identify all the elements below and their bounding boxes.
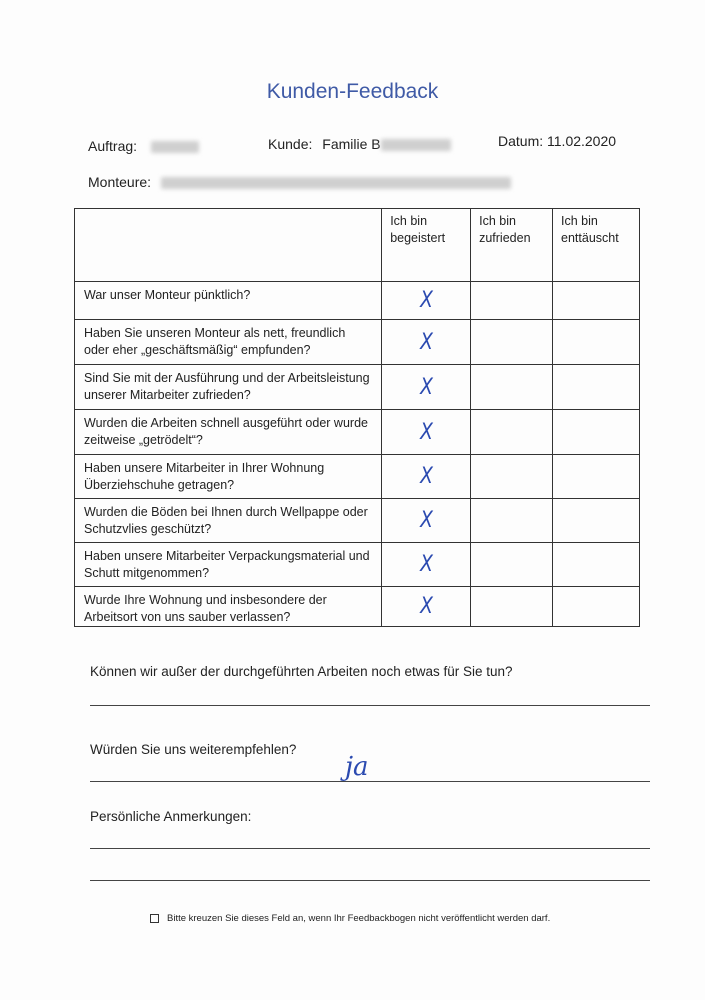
datum-label: Datum:: [498, 133, 544, 149]
question-extra-services: Können wir außer der durchgeführten Arbeiten noch etwas für Sie tun?: [90, 664, 513, 679]
checkbox-cell[interactable]: [471, 320, 553, 365]
checkbox-cell[interactable]: [382, 282, 471, 320]
checkbox-cell[interactable]: [553, 410, 640, 455]
kunde-field: [268, 136, 451, 152]
question-recommend: Würden Sie uns weiterempfehlen?: [90, 742, 297, 757]
handwritten-x-mark: X: [419, 594, 433, 619]
question-text: Wurden die Arbeiten schnell ausgeführt oder wurde zeitweise „getrödelt“?: [75, 410, 382, 455]
question-text: Haben Sie unseren Monteur als nett, freundlich oder eher „geschäftsmäßig“ empfunden?: [75, 320, 382, 365]
handwritten-x-mark: X: [419, 464, 433, 489]
checkbox-cell[interactable]: [471, 365, 553, 410]
question-text: Haben unsere Mitarbeiter in Ihrer Wohnung Überziehschuhe getragen?: [75, 455, 382, 499]
page-title: Kunden-Feedback: [266, 80, 439, 103]
question-remarks: Persönliche Anmerkungen:: [90, 809, 252, 824]
question-text: Haben unsere Mitarbeiter Verpackungsmaterial und Schutt mitgenommen?: [75, 543, 382, 587]
kunde-value: Familie B: [322, 136, 381, 152]
checkbox-cell[interactable]: [382, 365, 471, 410]
checkbox-cell[interactable]: [382, 543, 471, 587]
checkbox-cell[interactable]: [553, 499, 640, 543]
question-text: Wurde Ihre Wohnung und insbesondere der Arbeitsort von uns sauber verlassen?: [75, 587, 382, 627]
table-row: [75, 365, 640, 410]
question-text: Wurden die Böden bei Ihnen durch Wellpappe oder Schutzvlies geschützt?: [75, 499, 382, 543]
checkbox-cell[interactable]: [471, 587, 553, 627]
auftrag-label: Auftrag:: [88, 138, 138, 154]
checkbox-cell[interactable]: [553, 455, 640, 499]
column-header-label: Ich bin begeistert: [390, 214, 446, 245]
column-header: [471, 209, 553, 282]
monteure-field: [88, 174, 511, 190]
checkbox-cell[interactable]: [553, 587, 640, 627]
checkbox-cell[interactable]: [553, 365, 640, 410]
table-row: [75, 320, 640, 365]
handwritten-x-mark: X: [419, 508, 433, 533]
answer-line[interactable]: [90, 705, 650, 706]
column-header: [382, 209, 471, 282]
table-row: [75, 543, 640, 587]
auftrag-field: [88, 138, 199, 154]
redacted-monteure: [161, 177, 511, 189]
checkbox-cell[interactable]: [553, 282, 640, 320]
column-header-label: Ich bin enttäuscht: [561, 214, 619, 245]
kunde-label: Kunde:: [268, 136, 313, 152]
answer-line[interactable]: [90, 848, 650, 849]
question-text: War unser Monteur pünktlich?: [75, 282, 382, 320]
table-row: [75, 455, 640, 499]
answer-line[interactable]: [90, 880, 650, 881]
checkbox-cell[interactable]: [382, 587, 471, 627]
publication-consent: [150, 913, 550, 924]
checkbox-cell[interactable]: [382, 499, 471, 543]
handwritten-x-mark: X: [419, 374, 433, 400]
handwritten-x-mark: X: [419, 329, 433, 355]
checkbox-cell[interactable]: [382, 320, 471, 365]
column-header-label: Ich bin zufrieden: [479, 214, 531, 245]
handwritten-answer: ja: [345, 752, 369, 782]
checkbox-cell[interactable]: [471, 410, 553, 455]
table-row: [75, 587, 640, 627]
checkbox-cell[interactable]: [382, 410, 471, 455]
checkbox-cell[interactable]: [553, 320, 640, 365]
answer-line[interactable]: [90, 781, 650, 782]
checkbox-cell[interactable]: [471, 499, 553, 543]
handwritten-x-mark: X: [419, 552, 433, 577]
column-header: [553, 209, 640, 282]
table-row: [75, 282, 640, 320]
consent-checkbox[interactable]: [150, 914, 159, 923]
checkbox-cell[interactable]: [382, 455, 471, 499]
redacted-auftrag: [151, 141, 199, 153]
datum-field: [498, 133, 616, 149]
table-header-row: [75, 209, 640, 282]
handwritten-x-mark: X: [419, 288, 433, 313]
redacted-kunde: [381, 139, 451, 151]
table-header-empty: [75, 209, 382, 282]
question-text: Sind Sie mit der Ausführung und der Arbeitsleistung unserer Mitarbeiter zufrieden?: [75, 365, 382, 410]
checkbox-cell[interactable]: [471, 543, 553, 587]
datum-value: 11.02.2020: [547, 133, 617, 149]
checkbox-cell[interactable]: [471, 455, 553, 499]
consent-label: Bitte kreuzen Sie dieses Feld an, wenn Ihr Feedbackbogen nicht veröffentlicht werden darf.: [167, 913, 551, 924]
handwritten-x-mark: X: [419, 419, 433, 445]
table-row: [75, 410, 640, 455]
checkbox-cell[interactable]: [553, 543, 640, 587]
monteure-label: Monteure:: [88, 174, 152, 190]
feedback-table: [74, 208, 640, 627]
checkbox-cell[interactable]: [471, 282, 553, 320]
table-row: [75, 499, 640, 543]
